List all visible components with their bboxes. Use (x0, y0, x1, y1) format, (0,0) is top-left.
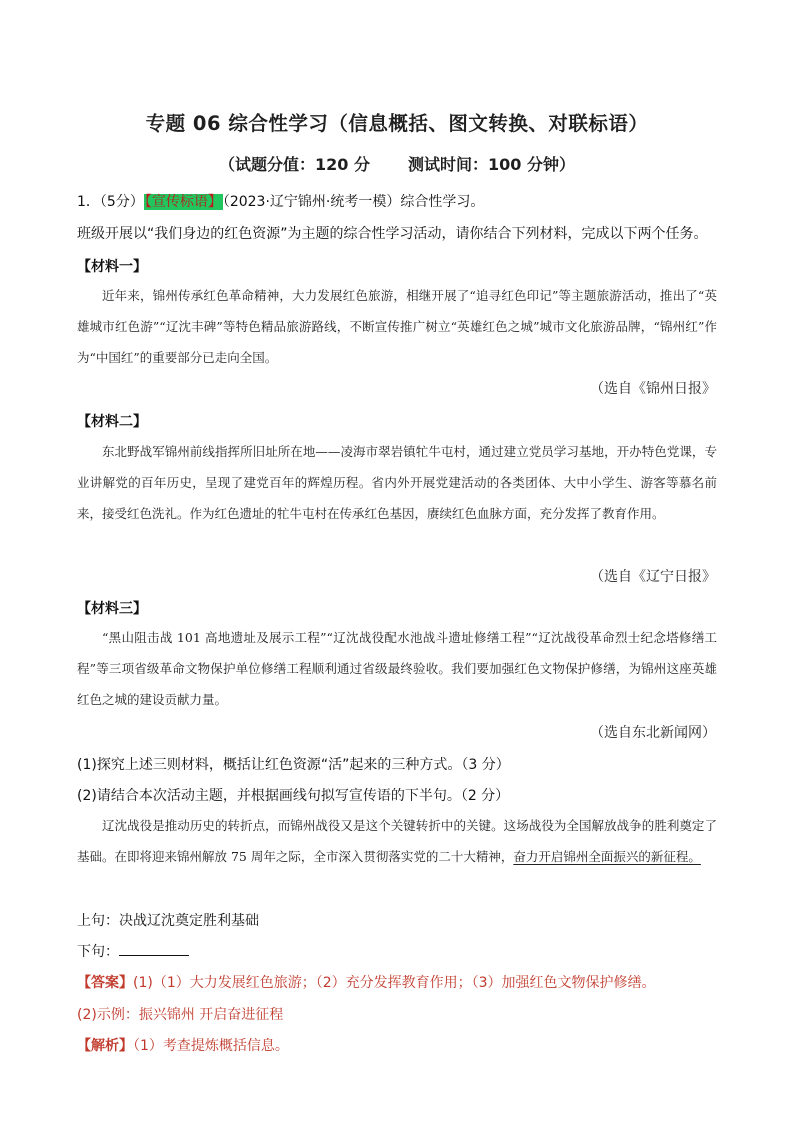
couplet-lower-label: 下句： (77, 944, 119, 960)
material-1-source: （选自《锦州日报》 (590, 381, 716, 397)
task-passage (77, 810, 717, 872)
question-intro: 班级开展以“我们身边的红色资源”为主题的综合性学习活动，请你结合下列材料，完成以下两个任务。 (77, 226, 708, 242)
analysis-line (77, 1035, 289, 1055)
passage-text: 辽沈战役是推动历史的转折点，而锦州战役又是这个关键转折中的关键。这场战役为全国解放战争的胜利奠定了基础。在即将迎来锦州解放 75 周年之际，全市深入贯彻落实党的二十大精神， (77, 818, 717, 864)
page-subtitle (0, 152, 794, 175)
answer-label: 【答案】 (77, 975, 133, 991)
material-3-source: （选自东北新闻网） (590, 725, 716, 741)
answer-line (77, 972, 656, 992)
material-3-text: “黑山阻击战 101 高地遗址及展示工程”“辽沈战役配水池战斗遗址修缮工程”“辽沈战役革命烈士纪念塔修缮工程”等三项省级革命文物保护单位修缮工程顺利通过省级最终验收。我们要加强红色文物保护修缮，为锦州这座英雄红色之城的建设贡献力量。 (77, 630, 717, 707)
answer-text: (1)（1）大力发展红色旅游；（2）充分发挥教育作用；（3）加强红色文物保护修缮。 (133, 975, 656, 991)
answer-blank[interactable] (119, 941, 189, 956)
material-2-source: （选自《辽宁日报》 (590, 569, 716, 585)
material-1-heading: 【材料一】 (77, 259, 147, 275)
question-header (77, 191, 484, 211)
material-2-heading: 【材料二】 (77, 414, 147, 430)
couplet-lower (77, 941, 189, 961)
couplet-upper: 上句：决战辽沈奠定胜利基础 (77, 913, 259, 929)
question-source: （2023·辽宁锦州·统考一模）综合性学习。 (222, 194, 485, 210)
analysis-text: （1）考查提炼概括信息。 (133, 1038, 289, 1054)
material-3-heading: 【材料三】 (77, 601, 147, 617)
time-info: 测试时间：100 分钟） (408, 155, 575, 174)
task-2: (2)请结合本次活动主题，并根据画线句拟写宣传语的下半句。（2 分） (77, 788, 510, 804)
question-tag: 【宣传标语】 (144, 194, 222, 210)
underlined-sentence: 奋力开启锦州全面振兴的新征程。 (513, 849, 701, 864)
page-title: 专题 06 综合性学习（信息概括、图文转换、对联标语） (145, 112, 649, 135)
answer-example: (2)示例：振兴锦州 开启奋进征程 (77, 1007, 284, 1023)
material-2-text: 东北野战军锦州前线指挥所旧址所在地——凌海市翠岩镇牤牛屯村，通过建立党员学习基地，开办特色党课，专业讲解党的百年历史，呈现了建党百年的辉煌历程。省内外开展党建活动的各类团体、大中小学生、游客等慕名前来，接受红色洗礼。作为红色遗址的牤牛屯村在传承红色基因，赓续红色血脉方面，充分发挥了教育作用。 (77, 444, 717, 521)
analysis-label: 【解析】 (77, 1038, 133, 1054)
score-info: （试题分值：120 分 (219, 155, 370, 174)
material-1-text: 近年来，锦州传承红色革命精神，大力发展红色旅游，相继开展了“追寻红色印记”等主题旅游活动，推出了“英雄城市红色游”“辽沈丰碑”等特色精品旅游路线，不断宣传推广树立“英雄红色之城”城市文化旅游品牌，“锦州红”作为“中国红”的重要部分已走向全国。 (77, 288, 717, 365)
task-1: (1)探究上述三则材料，概括让红色资源“活”起来的三种方式。（3 分） (77, 757, 510, 773)
question-number: 1．（5分） (77, 194, 144, 210)
